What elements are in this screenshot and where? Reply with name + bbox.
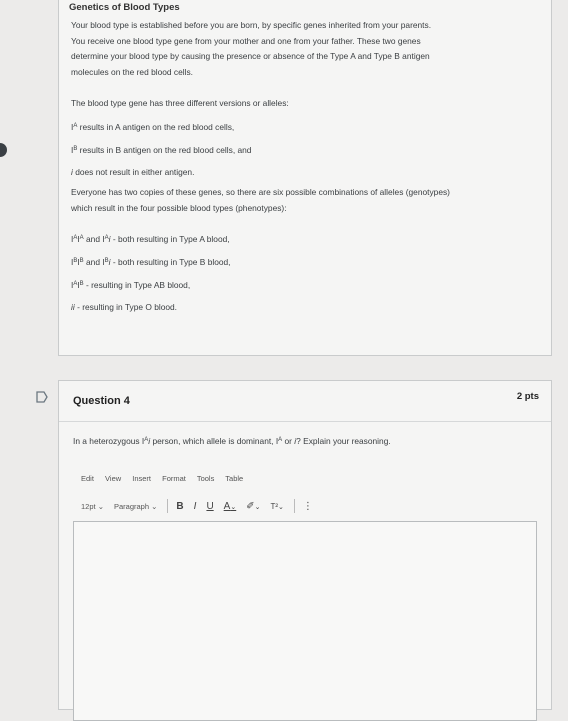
chevron-down-icon: ⌄: [151, 501, 158, 511]
info-panel: [58, 0, 552, 356]
bold-button[interactable]: B: [176, 500, 184, 512]
editor-menubar: [81, 474, 252, 483]
section-title: Genetics of Blood Types: [69, 2, 180, 13]
type-ab-line: $I^AI^B$ - resulting in Type AB blood,: [71, 280, 191, 290]
menu-format[interactable]: Format: [162, 474, 186, 483]
alleles-intro: The blood type gene has three different versions or alleles:: [71, 98, 289, 108]
chevron-down-icon: ⌄: [230, 503, 237, 511]
font-size-select[interactable]: 12pt ⌄: [81, 501, 104, 511]
type-a-line: $I^AI^A$ and $I^Ai$ - both resulting in Type A blood,: [71, 234, 230, 244]
menu-edit[interactable]: Edit: [81, 474, 94, 483]
superscript-icon: T²: [270, 501, 279, 511]
question-text: In a heterozygous $I^Ai$ person, which allele is dominant, $I^A$ or i? Explain your reasoning.: [73, 436, 391, 446]
toolbar-divider: [294, 499, 295, 513]
chevron-down-icon: ⌄: [254, 503, 261, 511]
menu-insert[interactable]: Insert: [132, 474, 152, 483]
question-header: [59, 381, 551, 422]
answer-editor[interactable]: [73, 521, 537, 721]
question-points: 2 pts: [516, 391, 539, 402]
side-marker: [0, 143, 7, 157]
allele-a-line: $I^A$ results in A antigen on the red blood cells,: [71, 122, 235, 132]
toolbar-divider: [167, 499, 168, 513]
type-o-line: ii - resulting in Type O blood.: [71, 302, 178, 312]
chevron-down-icon: ⌄: [97, 501, 104, 511]
text-color-icon: A: [223, 500, 231, 512]
superscript-button[interactable]: [270, 502, 283, 511]
allele-i-line: i does not result in either antigen.: [71, 167, 195, 177]
underline-button[interactable]: U: [206, 500, 214, 512]
question-title: Question 4: [73, 395, 130, 407]
allele-b-line: $I^B$ results in B antigen on the red blood cells, and: [71, 145, 252, 155]
chevron-down-icon: ⌄: [278, 503, 284, 511]
paragraph-select[interactable]: Paragraph ⌄: [114, 501, 158, 511]
menu-view[interactable]: View: [105, 474, 122, 483]
menu-table[interactable]: Table: [225, 474, 244, 483]
highlight-button[interactable]: [246, 501, 260, 512]
text-color-button[interactable]: [224, 501, 237, 512]
highlight-pen-icon: ✐: [246, 500, 255, 512]
type-b-line: $I^BI^B$ and $I^Bi$ - both resulting in Type B blood,: [71, 257, 231, 267]
editor-toolbar: [81, 499, 323, 513]
flag-question-icon[interactable]: [36, 391, 48, 403]
menu-tools[interactable]: Tools: [196, 474, 215, 483]
combinations-paragraph: Everyone has two copies of these genes, so there are six possible combinations of alleles (genotypes) which result in the four possible blood types (phenotypes):: [71, 187, 450, 213]
intro-paragraph: Your blood type is established before you are born, by specific genes inherited from your parents. You receive one blood type gene from your mother and one from your father. These two genes determine your blood type by causing the presence or absence of the Type A and Type B antigen molecules on the red blood cells.: [71, 20, 432, 77]
more-options-icon[interactable]: ⋮: [302, 500, 313, 512]
italic-button[interactable]: I: [193, 500, 197, 512]
question-panel: [58, 380, 552, 710]
